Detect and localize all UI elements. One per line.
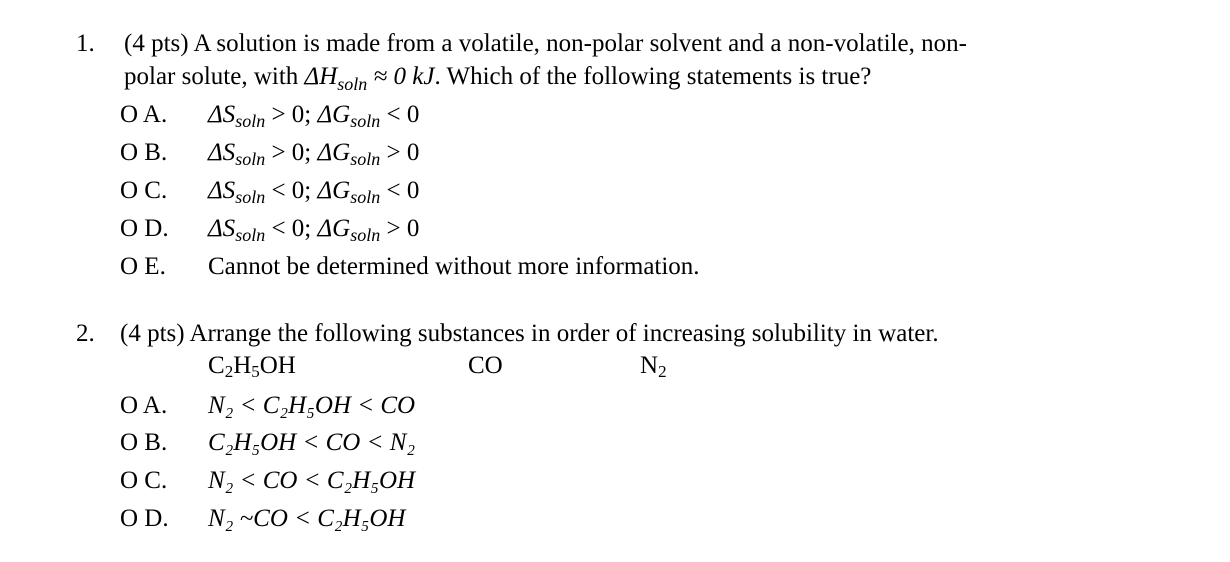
q2-option-b-expr: C₂H₅OH < CO < N₂ xyxy=(208,429,416,456)
q1-option-a-radio[interactable]: O A. xyxy=(120,101,168,128)
q1-option-e-text: Cannot be determined without more information. xyxy=(208,253,700,280)
q1-option-d-expr: $\Delta S_{soln} < 0$; $\Delta G_{soln} > 0$ xyxy=(208,215,420,245)
q1-option-a-expr: $\Delta S_{soln} > 0$; $\Delta G_{soln} < 0$ xyxy=(208,101,420,131)
q1-option-b-radio[interactable]: O B. xyxy=(120,139,168,166)
q2-stem: (4 pts) Arrange the following substances in order of increasing solubility in water. xyxy=(120,320,939,347)
q1-option-c-radio[interactable]: O C. xyxy=(120,177,168,204)
q1-option-d-radio[interactable]: O D. xyxy=(120,215,169,242)
q2-number: 2. xyxy=(76,320,95,347)
q2-option-d-radio[interactable]: O D. xyxy=(120,505,169,532)
substance-co: CO xyxy=(468,352,503,379)
q2-option-b-radio[interactable]: O B. xyxy=(120,429,168,456)
q1-option-c-expr: $\Delta S_{soln} < 0$; $\Delta G_{soln} < 0$ xyxy=(208,177,420,207)
q1-stem-line2: polar solute, with $\Delta H_{soln} \approx 0$ kJ. Which of the following statements is true? xyxy=(124,63,872,94)
q2-option-c-expr: N₂ < CO < C₂H₅OH xyxy=(208,467,416,494)
substance-n2: $N_2$ xyxy=(640,352,667,381)
q2-option-c-radio[interactable]: O C. xyxy=(120,467,168,494)
q2-option-d-expr: N₂ ~CO < C₂H₅OH xyxy=(208,505,406,532)
substance-ethanol: $C_2H_5OH$ xyxy=(208,352,296,381)
q1-option-e-radio[interactable]: O E. xyxy=(120,253,166,280)
q2-option-a-expr: N₂ < C₂H₅OH < CO xyxy=(208,392,416,419)
q1-option-b-expr: $\Delta S_{soln} > 0$; $\Delta G_{soln} > 0$ xyxy=(208,139,420,169)
q2-option-a-radio[interactable]: O A. xyxy=(120,392,168,419)
q1-stem-line1: (4 pts) A solution is made from a volatile, non-polar solvent and a non-volatile, non- xyxy=(124,30,967,57)
q1-number: 1. xyxy=(76,30,95,57)
